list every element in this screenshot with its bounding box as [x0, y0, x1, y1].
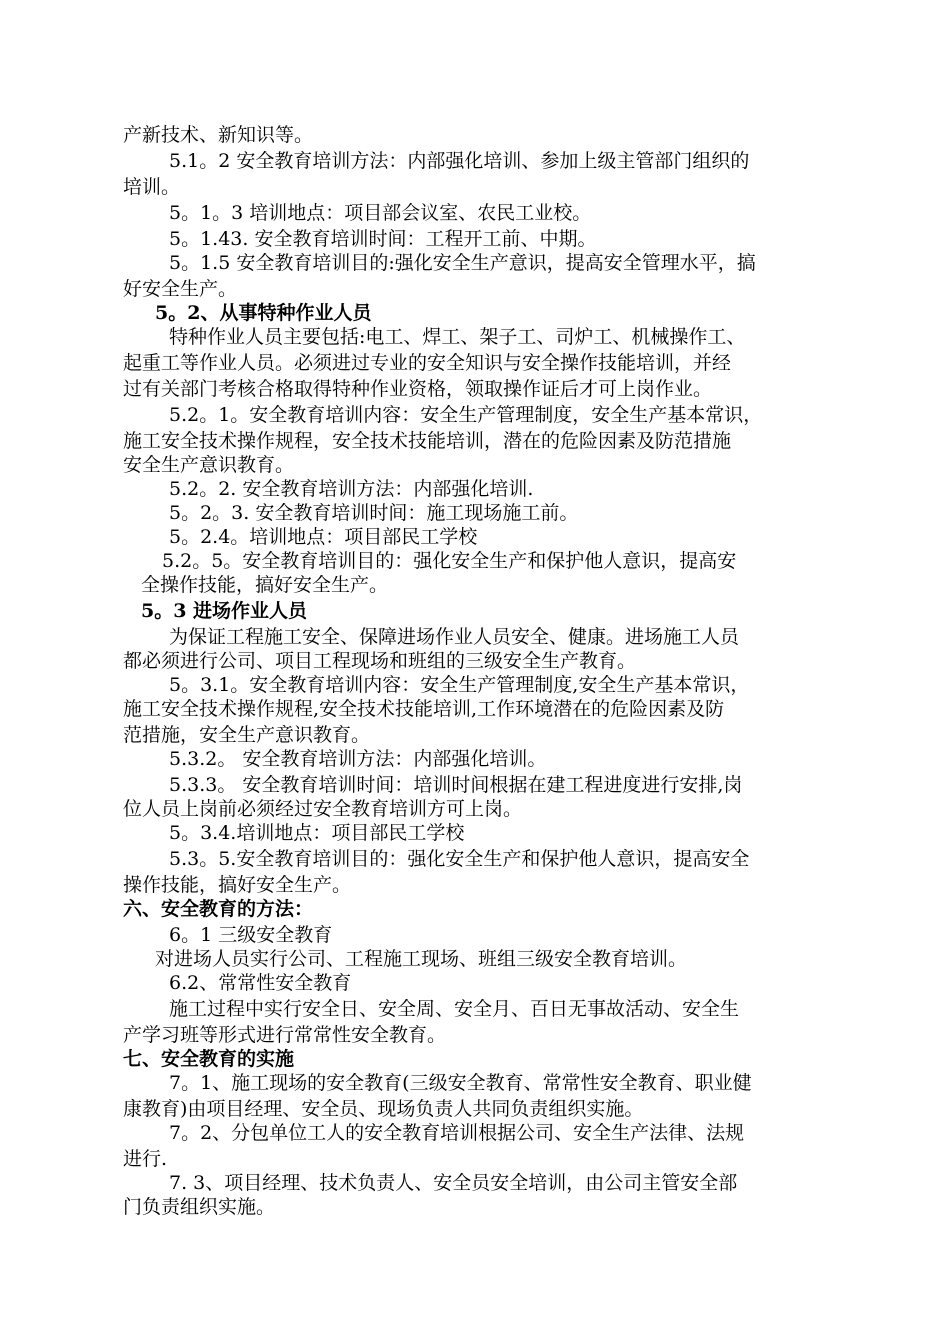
text-line: 都必须进行公司、项目工程现场和班组的三级安全生产教育。 [123, 650, 637, 672]
text-line: 过有关部门考核合格取得特种作业资格，领取操作证后才可上岗作业。 [123, 378, 713, 400]
text-line: 7。1、施工现场的安全教育(三级安全教育、常常性安全教育、职业健 [169, 1072, 752, 1094]
text-line: 5。2.4。培训地点：项目部民工学校 [169, 526, 478, 548]
text-line: 起重工等作业人员。必须进过专业的安全知识与安全操作技能培训，并经 [123, 352, 732, 374]
text-line: 5.1。2 安全教育培训方法：内部强化培训、参加上级主管部门组织的 [169, 150, 750, 172]
text-line: 5.3。5.安全教育培训目的：强化安全生产和保护他人意识，提高安全 [169, 848, 750, 870]
text-line: 5.2。1。安全教育培训内容：安全生产管理制度，安全生产基本常识， [169, 404, 763, 426]
text-line: 范措施，安全生产意识教育。 [123, 724, 371, 746]
text-line: 施工安全技术操作规程，安全技术技能培训，潜在的危险因素及防范措施 [123, 430, 732, 452]
chapter-heading: 七、安全教育的实施 [123, 1048, 295, 1070]
text-line: 5.3.3。 安全教育培训时间：培训时间根据在建工程进度进行安排,岗 [169, 774, 743, 796]
text-line: 5。1。3 培训地点：项目部会议室、农民工业校。 [169, 202, 592, 224]
text-line: 进行. [123, 1148, 168, 1170]
text-line: 康教育)由项目经理、安全员、现场负责人共同负责组织实施。 [123, 1098, 644, 1120]
text-line: 门负责组织实施。 [123, 1196, 276, 1218]
section-heading: 5。2、从事特种作业人员 [155, 302, 372, 324]
text-line: 好安全生产。 [123, 278, 238, 300]
text-line: 特种作业人员主要包括:电工、焊工、架子工、司炉工、机械操作工、 [169, 326, 746, 348]
text-line: 5.3.2。 安全教育培训方法：内部强化培训。 [169, 748, 547, 770]
text-line: 全操作技能，搞好安全生产。 [141, 574, 389, 596]
text-line: 7. 3、项目经理、技术负责人、安全员安全培训，由公司主管安全部 [169, 1172, 738, 1194]
text-line: 6。1 三级安全教育 [169, 924, 333, 946]
text-line: 7。2、分包单位工人的安全教育培训根据公司、安全生产法律、法规 [169, 1122, 745, 1144]
text-line: 5。1.43. 安全教育培训时间：工程开工前、中期。 [169, 228, 597, 250]
section-heading: 5。3 进场作业人员 [141, 600, 308, 622]
text-line: 5。3.4.培训地点：项目部民工学校 [169, 822, 465, 844]
text-line: 对进场人员实行公司、工程施工现场、班组三级安全教育培训。 [155, 948, 688, 970]
text-line: 5。2。3. 安全教育培训时间：施工现场施工前。 [169, 502, 579, 524]
text-line: 5。3.1。安全教育培训内容：安全生产管理制度,安全生产基本常识， [169, 674, 750, 696]
chapter-heading: 六、安全教育的方法： [123, 898, 314, 920]
text-line: 5.2。5。安全教育培训目的：强化安全生产和保护他人意识，提高安 [162, 550, 737, 572]
text-line: 位人员上岗前必须经过安全教育培训方可上岗。 [123, 798, 523, 820]
text-line: 为保证工程施工安全、保障进场作业人员安全、健康。进场施工人员 [169, 626, 740, 648]
text-line: 安全生产意识教育。 [123, 454, 295, 476]
text-line: 5。1.5 安全教育培训目的:强化安全生产意识，提高安全管理水平，搞 [169, 252, 756, 274]
text-line: 5.2。2. 安全教育培训方法：内部强化培训. [169, 478, 534, 500]
text-line: 培训。 [123, 176, 181, 198]
text-line: 6.2、常常性安全教育 [169, 972, 352, 994]
text-line: 施工过程中实行安全日、安全周、安全月、百日无事故活动、安全生 [169, 998, 740, 1020]
text-line: 产新技术、新知识等。 [123, 124, 314, 146]
text-line: 产学习班等形式进行常常性安全教育。 [123, 1024, 447, 1046]
text-line: 施工安全技术操作规程,安全技术技能培训,工作环境潜在的危险因素及防 [123, 698, 725, 720]
text-line: 操作技能，搞好安全生产。 [123, 874, 352, 896]
